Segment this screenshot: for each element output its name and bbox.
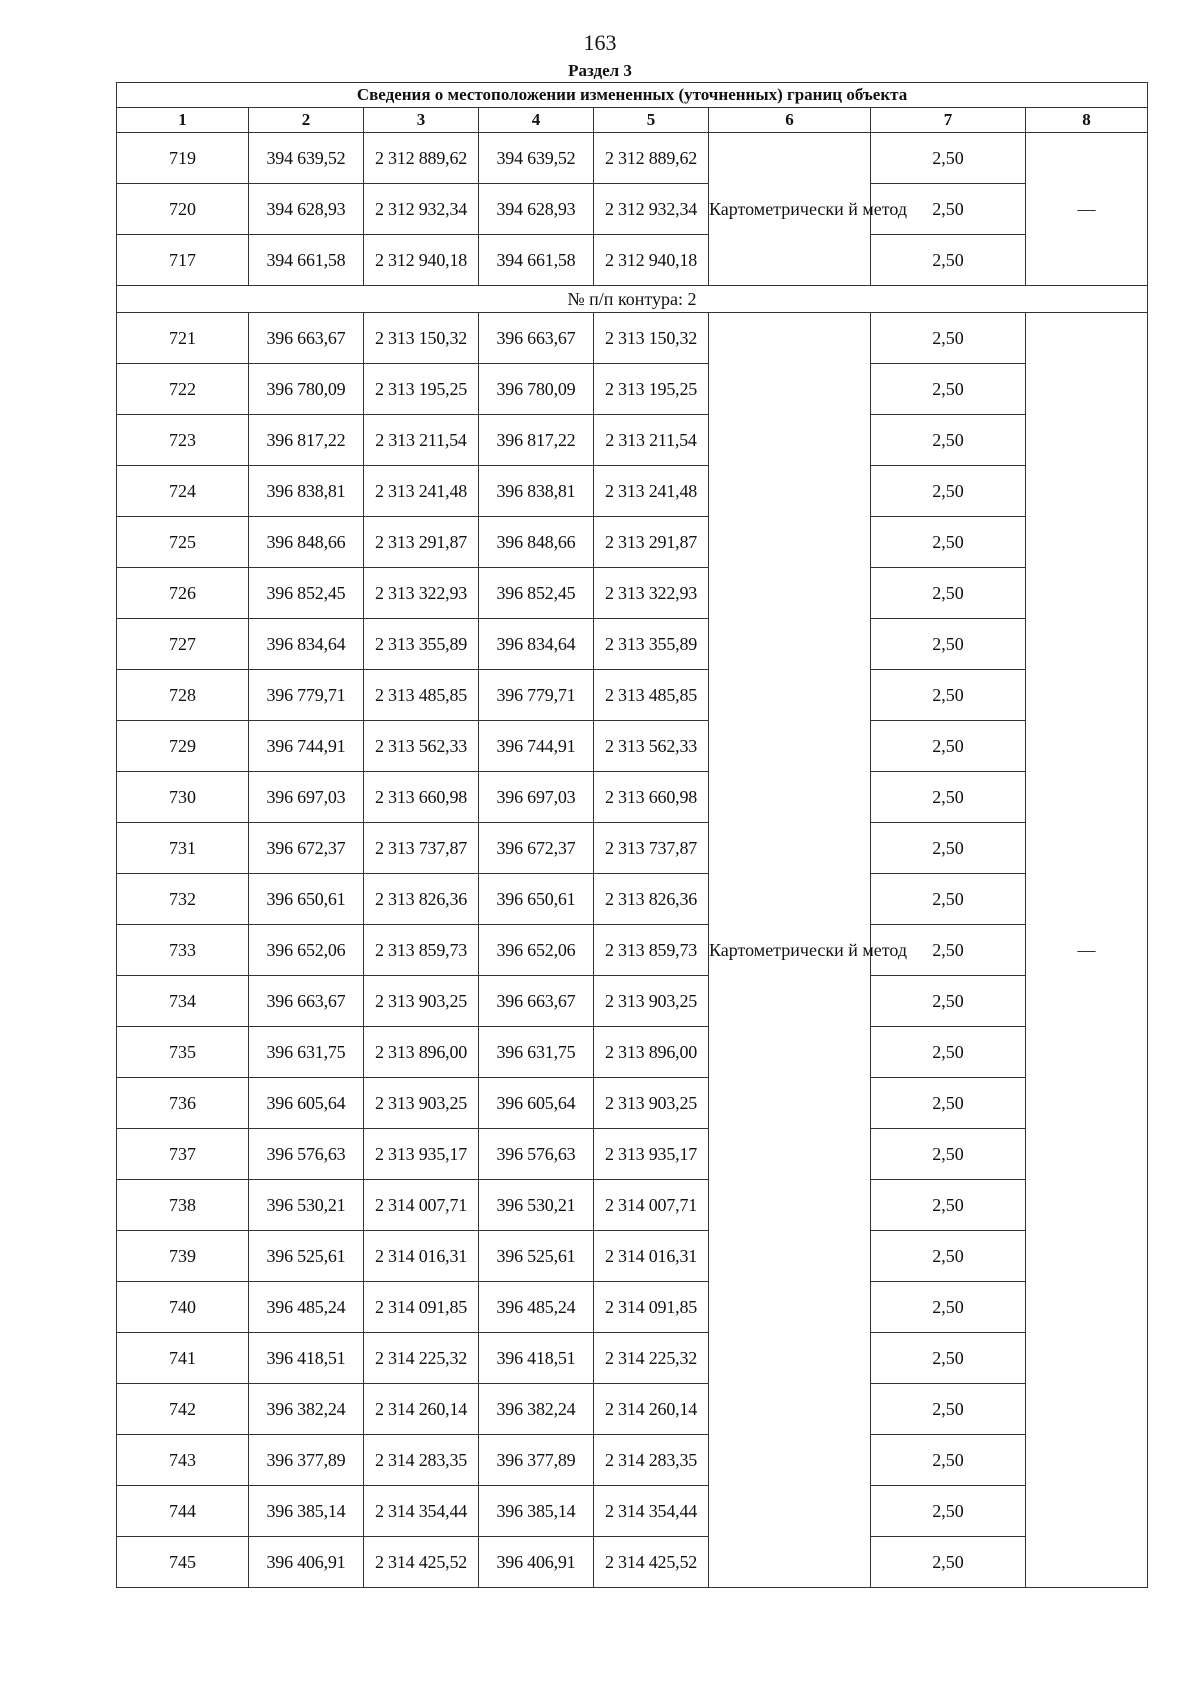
table-cell: 2 313 150,32 [364, 313, 479, 364]
table-cell: 396 744,91 [249, 721, 364, 772]
table-cell: 396 817,22 [249, 415, 364, 466]
table-cell: 2 313 896,00 [364, 1027, 479, 1078]
accuracy-cell: 2,50 [871, 874, 1026, 925]
accuracy-cell: 2,50 [871, 184, 1026, 235]
table-cell: 2 313 903,25 [364, 976, 479, 1027]
table-cell: 396 697,03 [479, 772, 594, 823]
table-row [117, 721, 1148, 772]
table-cell: 2 313 195,25 [364, 364, 479, 415]
table-cell: 2 314 225,32 [364, 1333, 479, 1384]
contour-label: № п/п контура: 2 [117, 286, 1148, 313]
accuracy-cell: 2,50 [871, 619, 1026, 670]
column-header: 5 [594, 108, 709, 133]
table-cell: 396 576,63 [249, 1129, 364, 1180]
table-cell: 2 313 322,93 [364, 568, 479, 619]
table-cell: 736 [117, 1078, 249, 1129]
table-cell: 2 312 932,34 [364, 184, 479, 235]
column-header: 2 [249, 108, 364, 133]
accuracy-cell: 2,50 [871, 1027, 1026, 1078]
table-row [117, 364, 1148, 415]
table-cell: 396 650,61 [479, 874, 594, 925]
table-row [117, 772, 1148, 823]
table-cell: 2 313 195,25 [594, 364, 709, 415]
table-row [117, 415, 1148, 466]
accuracy-cell: 2,50 [871, 1231, 1026, 1282]
table-cell: 720 [117, 184, 249, 235]
table-cell: 2 313 935,17 [364, 1129, 479, 1180]
accuracy-cell: 2,50 [871, 772, 1026, 823]
table-cell: 396 663,67 [479, 313, 594, 364]
table-cell: 2 313 826,36 [364, 874, 479, 925]
table-cell: 396 834,64 [249, 619, 364, 670]
table-cell: 2 313 660,98 [364, 772, 479, 823]
table-cell: 2 313 859,73 [594, 925, 709, 976]
accuracy-cell: 2,50 [871, 235, 1026, 286]
table-cell: 396 631,75 [479, 1027, 594, 1078]
table-cell: 2 313 211,54 [594, 415, 709, 466]
table-cell: 745 [117, 1537, 249, 1588]
table-cell: 394 639,52 [479, 133, 594, 184]
table-cell: 2 313 896,00 [594, 1027, 709, 1078]
table-cell: 2 313 485,85 [594, 670, 709, 721]
table-cell: 2 313 322,93 [594, 568, 709, 619]
table-cell: 396 377,89 [249, 1435, 364, 1486]
table-row [117, 466, 1148, 517]
table-cell: 396 525,61 [249, 1231, 364, 1282]
table-cell: 396 848,66 [249, 517, 364, 568]
table-cell: 396 838,81 [249, 466, 364, 517]
table-cell: 2 312 940,18 [364, 235, 479, 286]
column-header: 7 [871, 108, 1026, 133]
table-cell: 396 385,14 [479, 1486, 594, 1537]
accuracy-cell: 2,50 [871, 1282, 1026, 1333]
table-cell: 723 [117, 415, 249, 466]
table-cell: 396 485,24 [479, 1282, 594, 1333]
table-row [117, 1027, 1148, 1078]
table-row [117, 1282, 1148, 1333]
table-cell: 2 313 485,85 [364, 670, 479, 721]
boundary-coordinates-table [116, 82, 1148, 1588]
accuracy-cell: 2,50 [871, 466, 1026, 517]
table-cell: 396 838,81 [479, 466, 594, 517]
table-row [117, 925, 1148, 976]
table-cell: 396 663,67 [249, 313, 364, 364]
table-cell: 729 [117, 721, 249, 772]
table-cell: 396 418,51 [479, 1333, 594, 1384]
accuracy-cell: 2,50 [871, 1333, 1026, 1384]
table-cell: 2 314 016,31 [594, 1231, 709, 1282]
table-row [117, 1078, 1148, 1129]
table-cell: 396 382,24 [479, 1384, 594, 1435]
table-cell: 2 313 562,33 [594, 721, 709, 772]
table-cell: 731 [117, 823, 249, 874]
table-cell: 396 525,61 [479, 1231, 594, 1282]
table-cell: 394 628,93 [479, 184, 594, 235]
table-cell: 396 652,06 [249, 925, 364, 976]
table-cell: 396 852,45 [479, 568, 594, 619]
accuracy-cell: 2,50 [871, 1435, 1026, 1486]
table-cell: 2 314 354,44 [364, 1486, 479, 1537]
table-cell: 2 314 425,52 [364, 1537, 479, 1588]
table-row [117, 517, 1148, 568]
table-row [117, 874, 1148, 925]
table-row [117, 823, 1148, 874]
accuracy-cell: 2,50 [871, 1129, 1026, 1180]
table-row [117, 1129, 1148, 1180]
table-cell: 396 780,09 [479, 364, 594, 415]
table-cell: 2 313 737,87 [364, 823, 479, 874]
table-cell: 733 [117, 925, 249, 976]
table-cell: 396 779,71 [249, 670, 364, 721]
table-cell: 396 385,14 [249, 1486, 364, 1537]
accuracy-cell: 2,50 [871, 925, 1026, 976]
table-cell: 396 663,67 [479, 976, 594, 1027]
table-cell: 2 312 889,62 [594, 133, 709, 184]
table-cell: 2 314 007,71 [364, 1180, 479, 1231]
table-cell: 394 628,93 [249, 184, 364, 235]
contour-row [117, 286, 1148, 313]
table-cell: 2 314 260,14 [594, 1384, 709, 1435]
table-cell: 396 530,21 [249, 1180, 364, 1231]
table-row [117, 1537, 1148, 1588]
accuracy-cell: 2,50 [871, 1384, 1026, 1435]
table-cell: 735 [117, 1027, 249, 1078]
table-row [117, 1333, 1148, 1384]
accuracy-cell: 2,50 [871, 976, 1026, 1027]
table-row [117, 1435, 1148, 1486]
table-cell: 2 313 150,32 [594, 313, 709, 364]
table-caption: Сведения о местоположении измененных (уточненных) границ объекта [117, 83, 1148, 108]
table-cell: 2 314 091,85 [364, 1282, 479, 1333]
column8-cell: — [1026, 133, 1148, 286]
table-cell: 396 852,45 [249, 568, 364, 619]
table-cell: 396 834,64 [479, 619, 594, 670]
column-header: 3 [364, 108, 479, 133]
accuracy-cell: 2,50 [871, 1078, 1026, 1129]
table-cell: 721 [117, 313, 249, 364]
table-row [117, 133, 1148, 184]
table-cell: 744 [117, 1486, 249, 1537]
table-cell: 740 [117, 1282, 249, 1333]
table-cell: 2 312 889,62 [364, 133, 479, 184]
accuracy-cell: 2,50 [871, 721, 1026, 772]
table-cell: 396 576,63 [479, 1129, 594, 1180]
table-row [117, 619, 1148, 670]
column-header: 6 [709, 108, 871, 133]
table-cell: 743 [117, 1435, 249, 1486]
accuracy-cell: 2,50 [871, 364, 1026, 415]
method-cell: Картометрически й метод [709, 133, 871, 286]
table-cell: 396 744,91 [479, 721, 594, 772]
table-cell: 396 652,06 [479, 925, 594, 976]
table-cell: 396 406,91 [249, 1537, 364, 1588]
table-body [117, 133, 1148, 1588]
table-cell: 739 [117, 1231, 249, 1282]
table-cell: 396 485,24 [249, 1282, 364, 1333]
table-cell: 2 312 932,34 [594, 184, 709, 235]
table-cell: 2 313 903,25 [594, 1078, 709, 1129]
table-cell: 2 313 903,25 [364, 1078, 479, 1129]
table-cell: 2 313 903,25 [594, 976, 709, 1027]
column-header: 8 [1026, 108, 1148, 133]
table-cell: 396 697,03 [249, 772, 364, 823]
table-row [117, 1180, 1148, 1231]
accuracy-cell: 2,50 [871, 1180, 1026, 1231]
table-cell: 737 [117, 1129, 249, 1180]
section-title: Раздел 3 [568, 61, 632, 80]
table-row [117, 184, 1148, 235]
table-cell: 2 314 091,85 [594, 1282, 709, 1333]
table-cell: 396 406,91 [479, 1537, 594, 1588]
table-cell: 396 848,66 [479, 517, 594, 568]
accuracy-cell: 2,50 [871, 415, 1026, 466]
table-cell: 719 [117, 133, 249, 184]
accuracy-cell: 2,50 [871, 1486, 1026, 1537]
table-cell: 726 [117, 568, 249, 619]
table-cell: 730 [117, 772, 249, 823]
table-cell: 2 313 859,73 [364, 925, 479, 976]
accuracy-cell: 2,50 [871, 133, 1026, 184]
table-cell: 396 631,75 [249, 1027, 364, 1078]
table-row [117, 670, 1148, 721]
table-cell: 396 672,37 [249, 823, 364, 874]
table-cell: 2 313 241,48 [594, 466, 709, 517]
table-cell: 2 314 283,35 [594, 1435, 709, 1486]
method-cell: Картометрически й метод [709, 313, 871, 1588]
table-cell: 396 530,21 [479, 1180, 594, 1231]
column-header: 1 [117, 108, 249, 133]
table-cell: 2 313 241,48 [364, 466, 479, 517]
table-cell: 396 382,24 [249, 1384, 364, 1435]
table-cell: 717 [117, 235, 249, 286]
table-cell: 734 [117, 976, 249, 1027]
table-cell: 724 [117, 466, 249, 517]
table-cell: 2 314 007,71 [594, 1180, 709, 1231]
table-cell: 2 313 935,17 [594, 1129, 709, 1180]
table-cell: 2 313 562,33 [364, 721, 479, 772]
table-cell: 741 [117, 1333, 249, 1384]
table-cell: 2 313 291,87 [594, 517, 709, 568]
table-cell: 396 605,64 [249, 1078, 364, 1129]
table-row [117, 235, 1148, 286]
table-cell: 396 418,51 [249, 1333, 364, 1384]
table-row [117, 976, 1148, 1027]
table-row [117, 1231, 1148, 1282]
accuracy-cell: 2,50 [871, 823, 1026, 874]
accuracy-cell: 2,50 [871, 517, 1026, 568]
accuracy-cell: 2,50 [871, 1537, 1026, 1588]
page-number: 163 [583, 30, 617, 55]
table-cell: 396 779,71 [479, 670, 594, 721]
table-cell: 2 314 225,32 [594, 1333, 709, 1384]
table-cell: 396 672,37 [479, 823, 594, 874]
table-cell: 2 314 425,52 [594, 1537, 709, 1588]
table-cell: 394 661,58 [479, 235, 594, 286]
table-cell: 396 663,67 [249, 976, 364, 1027]
column8-cell: — [1026, 313, 1148, 1588]
accuracy-cell: 2,50 [871, 568, 1026, 619]
table-cell: 396 817,22 [479, 415, 594, 466]
table-cell: 722 [117, 364, 249, 415]
table-cell: 396 650,61 [249, 874, 364, 925]
table-row [117, 568, 1148, 619]
table-cell: 394 639,52 [249, 133, 364, 184]
table-cell: 2 313 660,98 [594, 772, 709, 823]
accuracy-cell: 2,50 [871, 313, 1026, 364]
table-cell: 2 313 737,87 [594, 823, 709, 874]
table-cell: 2 314 283,35 [364, 1435, 479, 1486]
table-cell: 727 [117, 619, 249, 670]
table-cell: 738 [117, 1180, 249, 1231]
table-cell: 2 313 355,89 [364, 619, 479, 670]
table-cell: 732 [117, 874, 249, 925]
accuracy-cell: 2,50 [871, 670, 1026, 721]
table-row [117, 1384, 1148, 1435]
table-cell: 2 313 211,54 [364, 415, 479, 466]
table-cell: 2 313 291,87 [364, 517, 479, 568]
table-cell: 2 313 826,36 [594, 874, 709, 925]
table-cell: 396 605,64 [479, 1078, 594, 1129]
table-cell: 396 377,89 [479, 1435, 594, 1486]
table-cell: 742 [117, 1384, 249, 1435]
table-cell: 2 312 940,18 [594, 235, 709, 286]
table-cell: 2 314 354,44 [594, 1486, 709, 1537]
table-cell: 394 661,58 [249, 235, 364, 286]
table-row [117, 1486, 1148, 1537]
table-row [117, 313, 1148, 364]
table-cell: 725 [117, 517, 249, 568]
table-cell: 2 314 260,14 [364, 1384, 479, 1435]
table-cell: 728 [117, 670, 249, 721]
table-cell: 2 314 016,31 [364, 1231, 479, 1282]
column-header: 4 [479, 108, 594, 133]
table-cell: 396 780,09 [249, 364, 364, 415]
table-cell: 2 313 355,89 [594, 619, 709, 670]
